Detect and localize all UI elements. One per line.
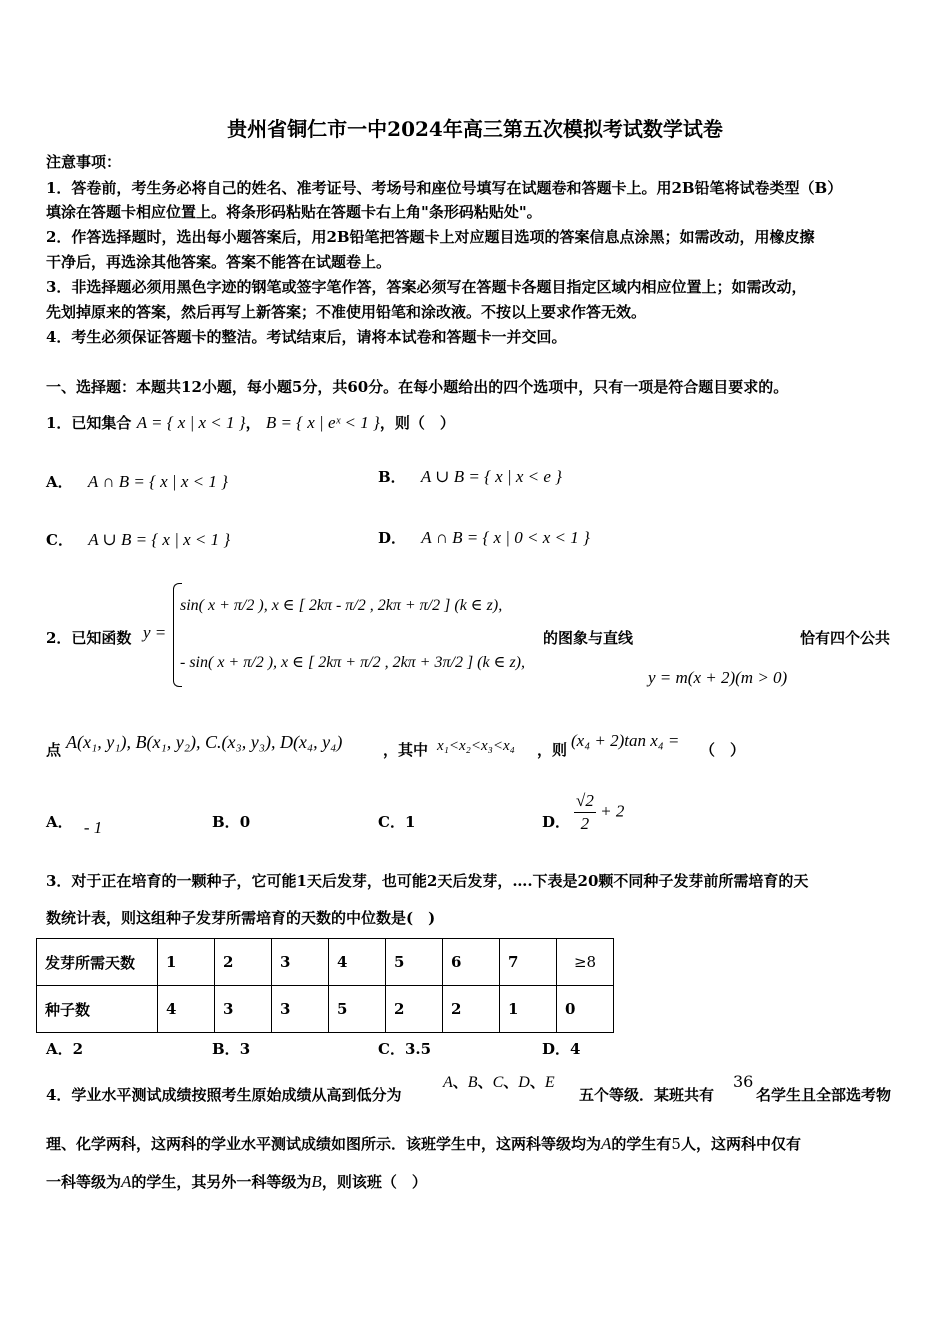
table-cell: 1 bbox=[500, 986, 557, 1033]
q4-line-3: 一科等级为A的学生，其另外一科等级为B，则该班（ ） bbox=[46, 1172, 427, 1191]
table-cell: 发芽所需天数 bbox=[37, 939, 158, 986]
fraction: $\frac{√2}{2}$ bbox=[576, 791, 594, 833]
q2-option-c[interactable]: C．1 bbox=[378, 813, 416, 831]
notice-line: 先划掉原来的答案，然后再写上新答案；不准使用铅笔和涂改液。不按以上要求作答无效。 bbox=[46, 303, 647, 321]
q2-points: A(x₁, y₁), B(x₁, y₂), C.(x₃, y₃), D(x₄, y₄) bbox=[66, 732, 343, 752]
table-cell: 1 bbox=[158, 939, 215, 986]
table-cell: ≥8 bbox=[557, 939, 614, 986]
q2-y-eq: y = bbox=[143, 623, 167, 642]
q4-line-2: 理、化学两科，这两科的学业水平测试成绩如图所示．该班学生中，这两科等级均为A的学生有5人，这两科中仅有 bbox=[46, 1134, 801, 1153]
table-cell: 4 bbox=[329, 939, 386, 986]
notice-line: 1．答卷前，考生务必将自己的姓名、准考证号、考场号和座位号填写在试题卷和答题卡上。用2B铅笔将试卷类型（B） bbox=[46, 179, 843, 197]
notice-line: 2．作答选择题时，选出每小题答案后，用2B铅笔把答题卡上对应题目选项的答案信息点涂黑；如需改动，用橡皮擦 bbox=[46, 228, 815, 246]
set-b: B = { x | eˣ < 1 } bbox=[265, 413, 380, 432]
q3-option-b[interactable]: B．3 bbox=[212, 1040, 251, 1058]
table-row bbox=[37, 986, 614, 1033]
notice-line: 3．非选择题必须用黑色字迹的钢笔或签字笔作答，答案必须写在答题卡各题目指定区域内相应位置上；如需改动， bbox=[46, 278, 807, 296]
table-cell: 5 bbox=[329, 986, 386, 1033]
table-cell: 6 bbox=[443, 939, 500, 986]
q2-stem-b: 的图象与直线 bbox=[543, 629, 634, 647]
q2-stem-e: ，其中 bbox=[383, 741, 429, 759]
set-a: A = { x | x < 1 } bbox=[136, 413, 246, 432]
table-cell: 3 bbox=[215, 986, 272, 1033]
q2-stem-g: （ ） bbox=[700, 741, 746, 759]
q3-option-c[interactable]: C．3.5 bbox=[378, 1040, 432, 1058]
q4-line-1b: 五个等级．某班共有 bbox=[579, 1086, 715, 1104]
q2-case-1: sin( x + π/2 ), x ∈ [ 2kπ - π/2 , 2kπ + π/2 ] (k ∈ z), bbox=[180, 597, 503, 614]
notice-line: 干净后，再选涂其他答案。答案不能答在试题卷上。 bbox=[46, 253, 392, 271]
q2-option-a[interactable]: A． - 1 bbox=[46, 813, 103, 837]
q2-stem-c: 恰有四个公共 bbox=[800, 629, 891, 647]
q4-count: 36 bbox=[733, 1072, 754, 1091]
q2-stem-d: 点 bbox=[46, 741, 62, 759]
q2-option-d-expr[interactable]: $\frac{√2}{2}$ + 2 bbox=[576, 791, 625, 833]
table-cell: 5 bbox=[386, 939, 443, 986]
notice-line: 4．考生必须保证答题卡的整洁。考试结束后，请将本试卷和答题卡一并交回。 bbox=[46, 328, 567, 346]
table-cell: 2 bbox=[215, 939, 272, 986]
table-cell: 0 bbox=[557, 986, 614, 1033]
table-cell: 2 bbox=[443, 986, 500, 1033]
notice-heading: 注意事项： bbox=[46, 153, 122, 171]
q3-line-2: 数统计表，则这组种子发芽所需培育的天数的中位数是( ) bbox=[46, 909, 436, 927]
germination-table bbox=[36, 938, 614, 1033]
q3-option-a[interactable]: A．2 bbox=[46, 1040, 84, 1058]
table-row bbox=[37, 939, 614, 986]
q2-option-b[interactable]: B．0 bbox=[212, 813, 251, 831]
q2-case-2: - sin( x + π/2 ), x ∈ [ 2kπ + π/2 , 2kπ + 3π/2 ] (k ∈ z), bbox=[180, 654, 525, 671]
table-cell: 2 bbox=[386, 986, 443, 1033]
table-cell: 3 bbox=[272, 986, 329, 1033]
q2-line-eq: y = m(x + 2)(m > 0) bbox=[648, 668, 788, 687]
q1-option-b[interactable]: B． A ∪ B = { x | x < e } bbox=[378, 467, 562, 486]
table-cell: 种子数 bbox=[37, 986, 158, 1033]
q2-stem-f: ，则 bbox=[537, 741, 568, 759]
notice-line: 填涂在答题卡相应位置上。将条形码粘贴在答题卡右上角"条形码粘贴处"。 bbox=[46, 203, 542, 221]
q4-line-1a: 4．学业水平测试成绩按照考生原始成绩从高到低分为 bbox=[46, 1086, 402, 1104]
q4-line-1c: 名学生且全部选考物 bbox=[756, 1086, 892, 1104]
q1-stem: 1．已知集合 A = { x | x < 1 }， B = { x | eˣ < 1 }，则（ ） bbox=[46, 413, 455, 432]
table-cell: 4 bbox=[158, 986, 215, 1033]
table-cell: 3 bbox=[272, 939, 329, 986]
page-title: 贵州省铜仁市一中2024年高三第五次模拟考试数学试卷 bbox=[227, 117, 723, 141]
q2-expression: (x₄ + 2)tan x₄ = bbox=[571, 731, 680, 750]
q2-stem: 2．已知函数 bbox=[46, 629, 132, 647]
q1-option-d[interactable]: D． A ∩ B = { x | 0 < x < 1 } bbox=[378, 528, 590, 547]
q1-option-c[interactable]: C． A ∪ B = { x | x < 1 } bbox=[46, 530, 231, 549]
table-cell: 7 bbox=[500, 939, 557, 986]
q4-grades: A、B、C、D、E bbox=[443, 1074, 555, 1091]
q3-line-1: 3．对于正在培育的一颗种子，它可能1天后发芽，也可能2天后发芽，….下表是20颗不同种子发芽前所需培育的天 bbox=[46, 872, 809, 890]
q2-option-d-label[interactable]: D． bbox=[542, 813, 571, 831]
q2-order: x₁<x₂<x₃<x₄ bbox=[437, 738, 515, 754]
q1-option-a[interactable]: A． A ∩ B = { x | x < 1 } bbox=[46, 472, 228, 491]
section-heading: 一、选择题：本题共12小题，每小题5分，共60分。在每小题给出的四个选项中，只有一项是符合题目要求的。 bbox=[46, 378, 789, 396]
q3-option-d[interactable]: D．4 bbox=[542, 1040, 581, 1058]
